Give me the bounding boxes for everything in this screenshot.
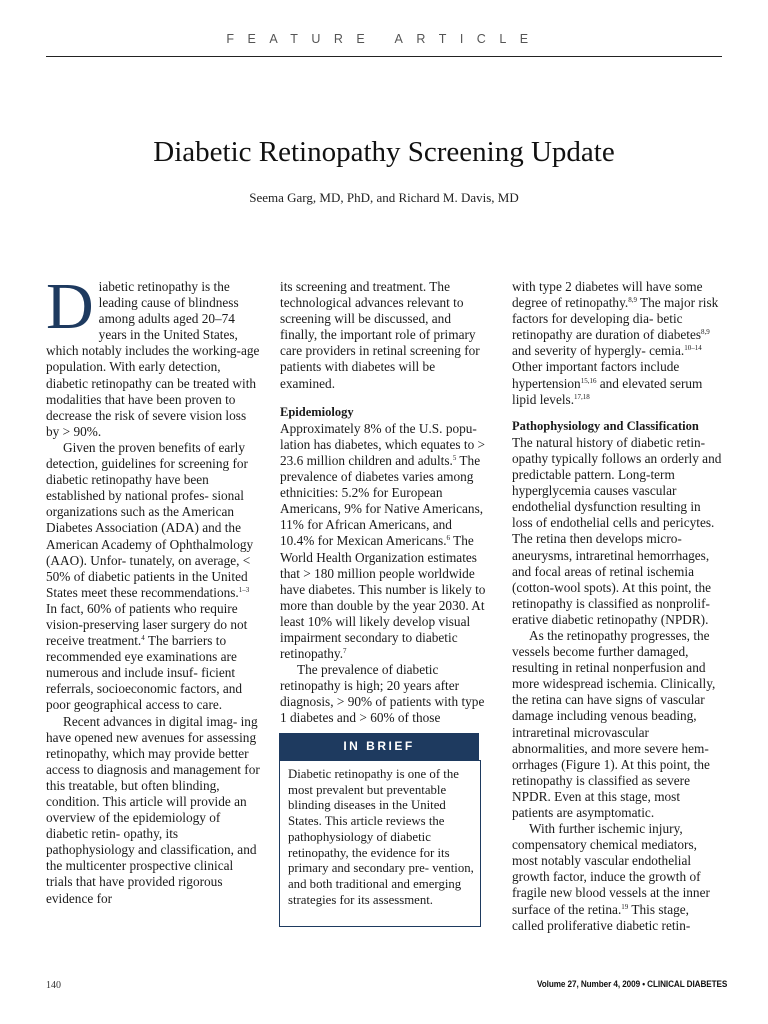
text-run: The World Health Organization estimates that > 180 million people worldwide have diabetes. This number is likely to more than double by the year 2030. At least 10% will likely develop visual impairment secondary to diabetic retinopathy. bbox=[280, 533, 486, 662]
body-paragraph bbox=[512, 821, 723, 934]
citation: 4 bbox=[141, 634, 145, 643]
text-run: This stage, called proliferative diabetic retin- bbox=[512, 901, 691, 933]
citation: 19 bbox=[621, 902, 629, 911]
section-heading-pathophysiology: Pathophysiology and Classification bbox=[512, 418, 699, 433]
text-run: The major risk factors for developing dia- betic retinopathy are duration of diabetes bbox=[512, 295, 719, 343]
body-paragraph bbox=[512, 279, 723, 408]
body-column-3 bbox=[512, 279, 723, 934]
citation: 6 bbox=[446, 534, 451, 543]
in-brief-text: Diabetic retinopathy is one of the most prevalent but preventable blinding diseases in the United States. This article reviews the pathophysiology of diabetic retinopathy, the evidence for its primary and secondary pre- vention, and both traditional and emerging strategies for its assessment. bbox=[288, 767, 474, 907]
text-run: with type 2 diabetes will have some degree of retinopathy. bbox=[512, 279, 703, 311]
section-label: FEATURE ARTICLE bbox=[226, 32, 542, 46]
citation: 15,16 bbox=[580, 376, 597, 385]
citation: 8,9 bbox=[628, 296, 637, 305]
citation: 5 bbox=[452, 453, 457, 462]
page-number: 140 bbox=[46, 980, 61, 991]
body-paragraph: The prevalence of diabetic retinopathy is high; 20 years after diagnosis, > 90% of patients with type 1 diabetes and > 60% of those bbox=[280, 662, 485, 726]
body-column-2 bbox=[280, 279, 489, 727]
article-authors: Seema Garg, MD, PhD, and Richard M. Davis, MD bbox=[249, 190, 519, 205]
text-run: In fact, 60% of patients who require vision-preserving laser surgery do not receive treatment. bbox=[46, 600, 248, 649]
body-paragraph bbox=[46, 440, 262, 714]
body-column-1 bbox=[46, 270, 262, 907]
citation: 10–14 bbox=[684, 344, 702, 353]
journal-footer: Volume 27, Number 4, 2009 • CLINICAL DIABETES bbox=[536, 979, 727, 990]
in-brief-heading: IN BRIEF bbox=[279, 733, 479, 760]
intro-text: iabetic retinopathy is the leading cause of blindness among adults aged 20–74 years in the United States, which notably includes the working-age population. With early detection, diabetic retinopathy can be treated with modalities that have been proven to decrease the risk of severe vision loss by > 90%. bbox=[46, 279, 260, 439]
text-run: Approximately 8% of the U.S. popu- lation has diabetes, which equates to > 23.6 million children and adults. bbox=[280, 420, 486, 468]
article-title: Diabetic Retinopathy Screening Update bbox=[153, 136, 615, 168]
section-heading-epidemiology: Epidemiology bbox=[280, 404, 354, 419]
text-run: Given the proven benefits of early detection, guidelines for screening for diabetic retinopathy have been established by national profes- sional organizations such as the American Diabetes Association (ADA) and the American Academy of Ophthalmology (AAO). Unfor- tunately, on average, < 50% of diabetic patients in the United States meet these recommendations. bbox=[46, 439, 254, 600]
text-run: The prevalence of diabetes varies among ethnicities: 5.2% for European Americans, 9% for Native Americans, 11% for African Americans, and 10.4% for Mexican Americans. bbox=[280, 452, 484, 549]
text-run: Other important factors include hypertension bbox=[512, 359, 680, 391]
citation: 8,9 bbox=[701, 328, 710, 337]
body-paragraph: its screening and treatment. The technological advances relevant to screening will be discussed, and finally, the important role of primary care providers in retinal screening for patients with diabetes will be examined. bbox=[280, 279, 480, 391]
body-paragraph: Recent advances in digital imag- ing have opened new avenues for assessing retinopathy, which may provide better access to diagnosis and management for this treatable, but often blinding, condition. This article will provide an overview of the epidemiology of diabetic retin- opathy, its pathophysiology and classification, and the multicenter prospective clinical trials that have provided rigorous evidence for bbox=[46, 713, 260, 906]
citation: 17,18 bbox=[574, 392, 590, 401]
drop-cap: D bbox=[46, 270, 94, 343]
text-run: The barriers to recommended eye examinations are numerous and include insuf- ficient referrals, socioeconomic factors, and poor geographical access to care. bbox=[46, 633, 243, 713]
citation: 1–3 bbox=[238, 585, 250, 594]
citation: 7 bbox=[343, 647, 347, 656]
text-run: With further ischemic injury, compensatory chemical mediators, most notably vascular endothelial growth factor, induce the growth of fragile new blood vessels at the inner surface of the retina. bbox=[512, 821, 710, 917]
intro-paragraph bbox=[46, 270, 262, 440]
body-paragraph: As the retinopathy progresses, the vessels become further damaged, resulting in retinal nonperfusion and more widespread ischemia. Clinically, the retina can have signs of vascular damage including venous beading, intraretinal microvascular abnormalities, and more severe hem- orrhages (Figure 1). At this point, the retinopathy is classified as severe NPDR. Even at this stage, most patients are asymptomatic. bbox=[512, 627, 716, 820]
body-paragraph: The natural history of diabetic retin- opathy typically follows an orderly and predictable pattern. Long-term hyperglycemia causes vascular endothelial dysfunction resulting in loss of endothelial cells and pericytes. The retina then develops micro- aneurysms, intraretinal hemorrhages, and focal areas of retinal ischemia (cotton-wool spots). At this point, the retinopathy is classified as nonprolif- erative diabetic retinopathy (NPDR). bbox=[512, 434, 722, 627]
text-run: and elevated serum lipid levels. bbox=[512, 375, 703, 407]
header-rule bbox=[46, 56, 722, 57]
body-paragraph bbox=[280, 421, 489, 662]
text-run: and severity of hypergly- cemia. bbox=[512, 343, 685, 359]
